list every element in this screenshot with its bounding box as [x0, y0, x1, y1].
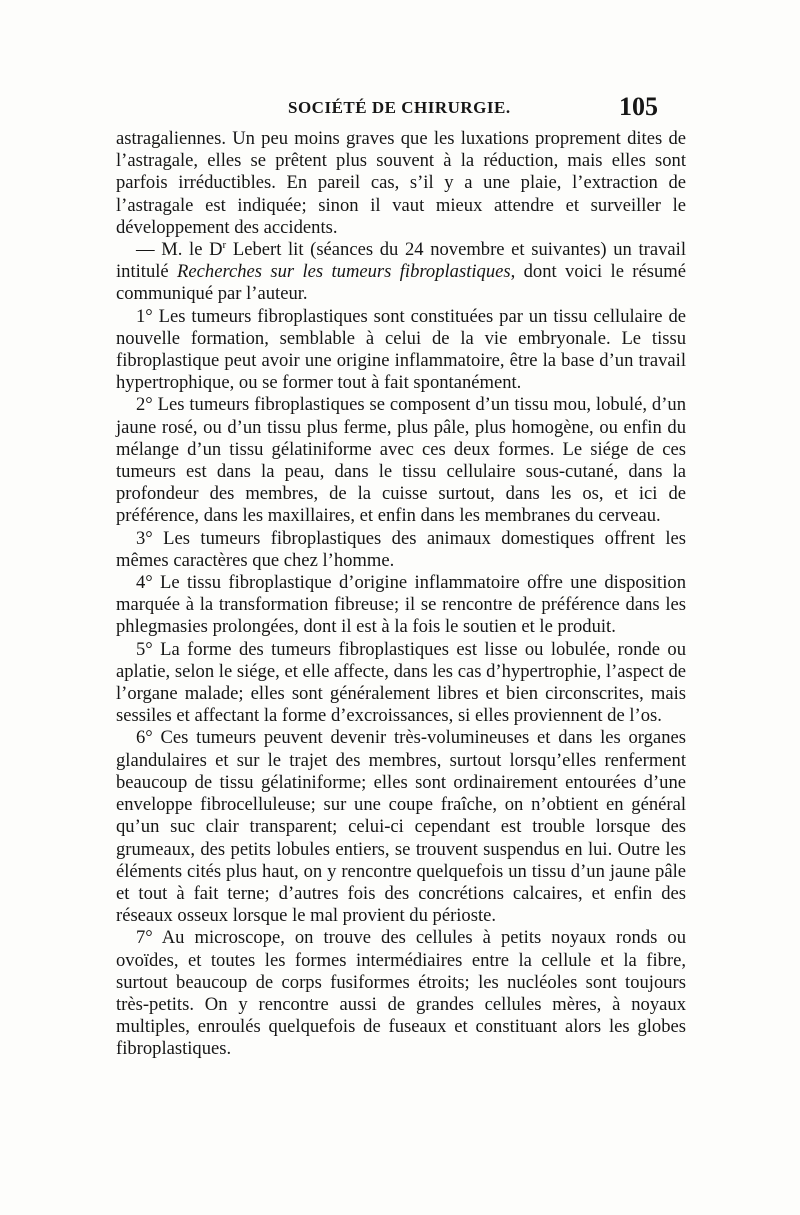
summary-point-4: 4° Le tissu fibroplastique d’origine inflammatoire offre une disposition marquée à la transformation fibreuse; il se rencontre de préférence dans les phlegmasies prolongées, dont il est à la fois le soutien et le produit. — [116, 572, 686, 638]
work-title: Recherches sur les tumeurs fibroplastiques — [177, 261, 511, 283]
summary-point-5: 5° La forme des tumeurs fibroplastiques est lisse ou lobulée, ronde ou aplatie, selon le siége, et elle affecte, dans les cas d’hypertrophie, l’aspect de l’organe malade; elles sont généralement libres et bien circonscrites, mais sessiles et affectant la forme d’excroissances, si elles proviennent de l’os. — [116, 638, 686, 727]
paragraph-lebert-intro — [116, 239, 686, 306]
paragraph-continuation: astragaliennes. Un peu moins graves que les luxations proprement dites de l’astragale, elles se prêtent plus souvent à la réduction, mais elles sont parfois irréductibles. En pareil cas, s’il y a une plaie, l’extraction de l’astragale est indiquée; sinon il vaut mieux attendre et surveiller le développement des accidents. — [116, 128, 686, 238]
summary-point-7: 7° Au microscope, on trouve des cellules à petits noyaux ronds ou ovoïdes, et toutes les formes intermédiaires entre la cellule et la fibre, surtout beaucoup de corps fusiformes étroits; les nucléoles sont toujours très-petits. On y rencontre aussi de grandes cellules mères, à noyaux multiples, enroulés quelquefois de fuseaux et constituant alors les globes fibroplastiques. — [116, 927, 686, 1060]
page-number: 105 — [619, 92, 658, 121]
body-text — [116, 128, 686, 1061]
doctor-abbrev-sup: r — [222, 238, 227, 251]
page-header — [0, 92, 800, 126]
intro-middle: Lebert lit (séances du 24 novembre et suivantes) un travail intitulé — [116, 239, 686, 283]
intro-prefix: — M. le D — [136, 239, 223, 261]
summary-point-2: 2° Les tumeurs fibroplastiques se composent d’un tissu mou, lobulé, d’un jaune rosé, ou d’un tissu plus ferme, plus pâle, plus homogène, ou enfin du mélange d’un tissu gélatiniforme avec ces deux formes. Le siége de ces tumeurs est dans la peau, dans le tissu cellulaire sous-cutané, dans la profondeur des membres, de la cuisse surtout, dans les os, et ici de préférence, dans les maxillaires, et enfin dans les membranes du cerveau. — [116, 394, 686, 527]
summary-point-1: 1° Les tumeurs fibroplastiques sont constituées par un tissu cellulaire de nouvelle formation, semblable à celui de la vie embryonale. Le tissu fibroplastique peut avoir une origine inflammatoire, être la base d’un travail hypertrophique, ou se former tout à fait spontanément. — [116, 305, 686, 394]
running-title: SOCIÉTÉ DE CHIRURGIE. — [288, 98, 511, 117]
intro-suffix: , dont voici le résumé communiqué par l’auteur. — [116, 261, 686, 305]
summary-point-6: 6° Ces tumeurs peuvent devenir très-volumineuses et dans les organes glandulaires et sur le trajet des membres, surtout lorsqu’elles renferment beaucoup de tissu gélatiniforme; elles sont ordinairement entourées d’une enveloppe fibrocelluleuse; sur une coupe fraîche, on n’obtient en général qu’un suc clair transparent; celui-ci cependant est trouble lorsque des grumeaux, des petits lobules entiers, se trouvent suspendus en lui. Outre les éléments cités plus haut, on y rencontre quelquefois un tissu d’un jaune pâle et tout à fait terne; d’autres fois des concrétions calcaires, et enfin des réseaux osseux lorsque le mal provient du périoste. — [116, 727, 686, 927]
summary-point-3: 3° Les tumeurs fibroplastiques des animaux domestiques offrent les mêmes caractères que chez l’homme. — [116, 527, 686, 571]
